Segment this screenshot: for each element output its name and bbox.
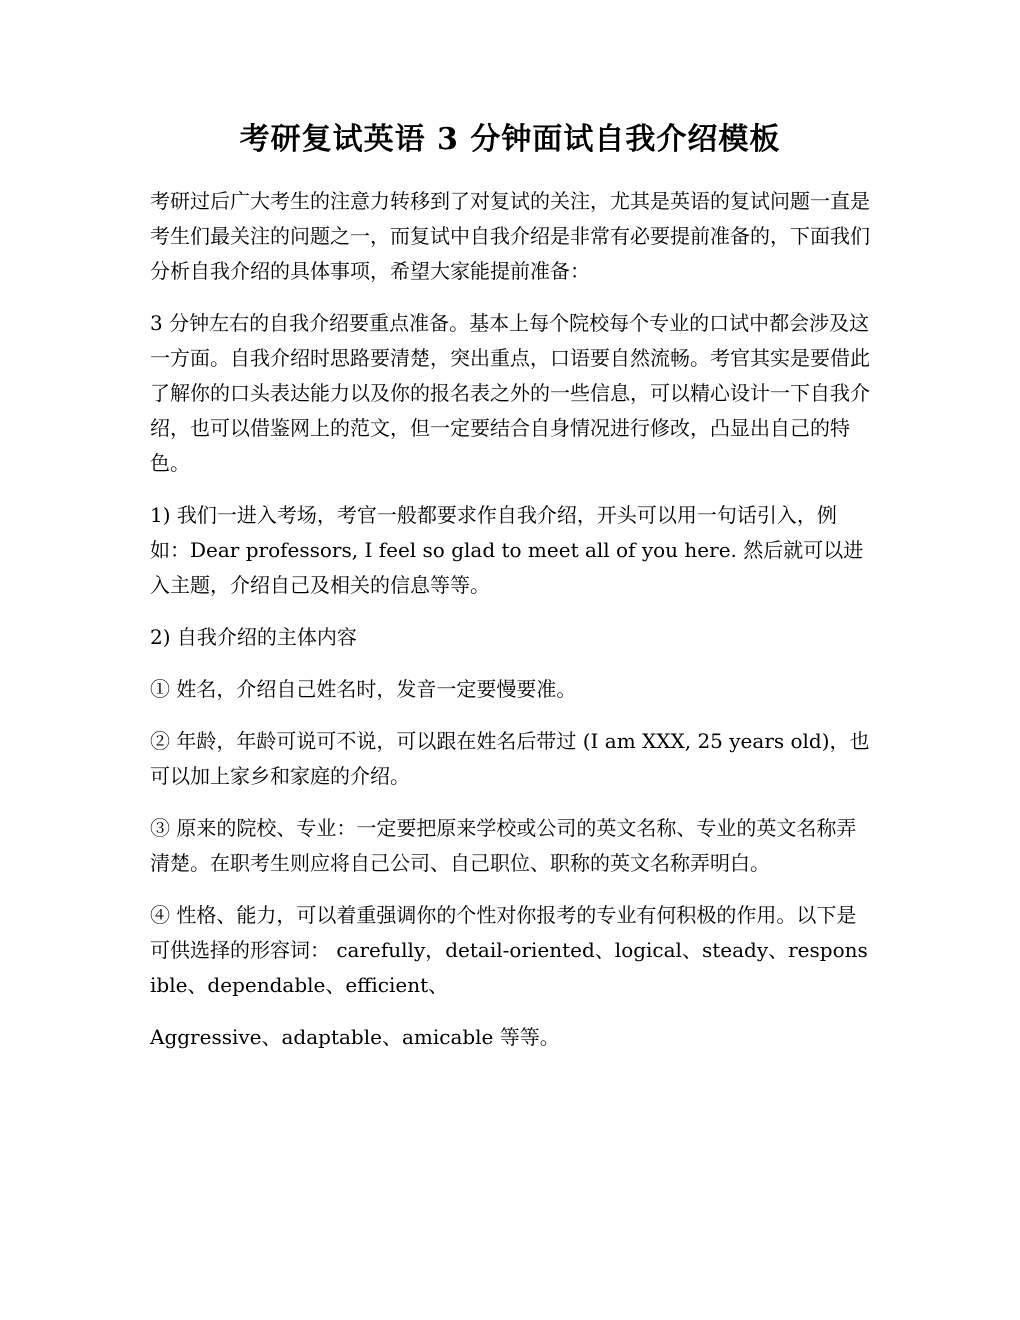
- paragraph-adjectives: Aggressive、adaptable、amicable 等等。: [150, 1025, 560, 1049]
- paragraph-opening: 1) 我们一进入考场，考官一般都要求作自我介绍，开头可以用一句话引入，例如：Dear professors, I feel so glad to meet all of you here. 然后就可以进入主题，介绍自己及相关的信息等等。: [150, 503, 864, 597]
- paragraph-intro: 考研过后广大考生的注意力转移到了对复试的关注，尤其是英语的复试问题一直是考生们最关注的问题之一，而复试中自我介绍是非常有必要提前准备的，下面我们分析自我介绍的具体事项，希望大家能提前准备：: [150, 189, 870, 283]
- document-title: 考研复试英语 3 分钟面试自我介绍模板: [239, 122, 781, 157]
- paragraph-school-major: ③ 原来的院校、专业：一定要把原来学校或公司的英文名称、专业的英文名称弄清楚。在职考生则应将自己公司、自己职位、职称的英文名称弄明白。: [150, 816, 857, 875]
- paragraph-name: ① 姓名，介绍自己姓名时，发音一定要慢要准。: [150, 677, 577, 701]
- paragraph-personality: ④ 性格、能力，可以着重强调你的个性对你报考的专业有何积极的作用。以下是可供选择的形容词： carefully，detail-oriented、logical、steady、responsible、dependable、efficient、: [150, 903, 868, 997]
- paragraph-age: ② 年龄，年龄可说可不说，可以跟在姓名后带过 (I am XXX, 25 years old)，也可以加上家乡和家庭的介绍。: [150, 729, 870, 788]
- document-page: [150, 118, 870, 1072]
- paragraph-three-minute: 3 分钟左右的自我介绍要重点准备。基本上每个院校每个专业的口试中都会涉及这一方面。自我介绍时思路要清楚，突出重点，口语要自然流畅。考官其实是要借此了解你的口头表达能力以及你的报名表之外的一些信息，可以精心设计一下自我介绍，也可以借鉴网上的范文，但一定要结合自身情况进行修改，凸显出自己的特色。: [150, 311, 870, 475]
- paragraph-main-content: 2) 自我介绍的主体内容: [150, 625, 357, 649]
